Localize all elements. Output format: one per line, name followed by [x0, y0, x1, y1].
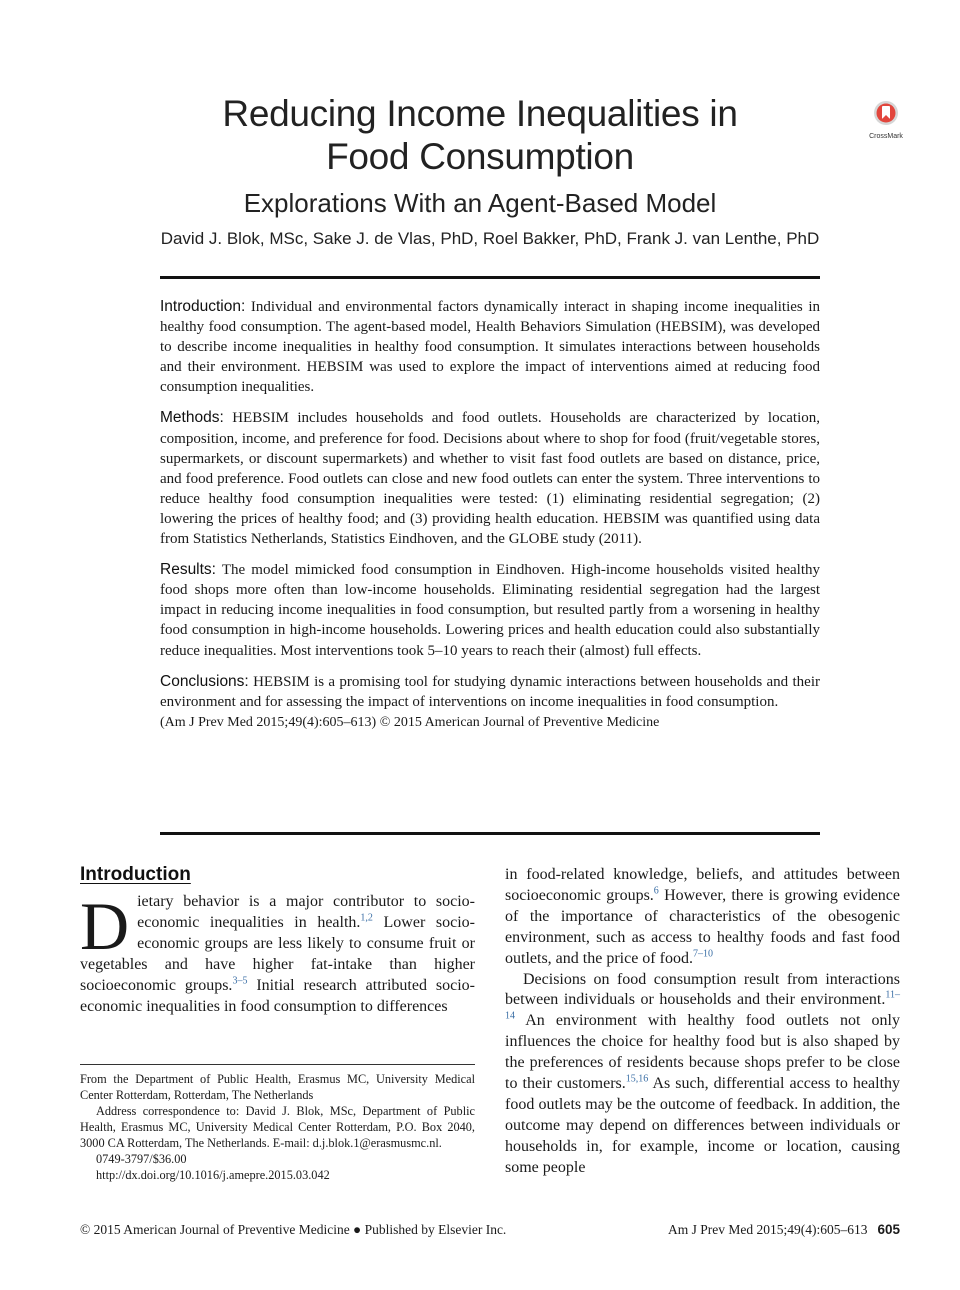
reference-link[interactable]: 3–5: [232, 975, 248, 987]
footnotes: [80, 1071, 475, 1183]
reference-link[interactable]: 15,16: [625, 1073, 649, 1085]
body-text-segment: As such, differential access to healthy food outlets may be the outcome of feedback. In addition, the outcome may depend on differences between individuals or households in, for example, income or location, causing some people: [505, 1075, 901, 1176]
abstract-heading: Methods:: [160, 409, 224, 427]
reference-link[interactable]: 7–10: [692, 948, 713, 960]
section-heading-introduction: Introduction: [80, 864, 191, 885]
abstract-top-rule: [160, 276, 820, 279]
body-text-segment: Initial research attributed socio-economic inequalities in food consumption to differences: [80, 976, 475, 1015]
page-number: 605: [877, 1222, 900, 1237]
footer-journal-citation: Am J Prev Med 2015;49(4):605–613: [667, 1222, 868, 1237]
footnote-affiliation: From the Department of Public Health, Erasmus MC, University Medical Center Rotterdam, Rotterdam, The Netherlands: [80, 1072, 475, 1102]
crossmark-icon: [866, 100, 906, 128]
abstract-conclusions: [160, 672, 820, 712]
footnote-doi-link[interactable]: http://dx.doi.org/10.1016/j.amepre.2015.03.042: [96, 1168, 330, 1182]
abstract-citation: (Am J Prev Med 2015;49(4):605–613) © 2015 American Journal of Preventive Medicine: [160, 714, 660, 730]
body-text-segment: in food-related knowledge, beliefs, and attitudes between socioeconomic groups.: [505, 866, 900, 904]
reference-link[interactable]: 6: [653, 885, 659, 897]
left-column: [80, 864, 475, 1017]
drop-cap: D: [80, 888, 130, 964]
abstract-text: HEBSIM is a promising tool for studying dynamic interactions between households and their environment and for assessing the impact of interventions on income inequalities in food consumption.: [160, 673, 820, 710]
abstract-heading: Results:: [160, 561, 216, 579]
article-subtitle: Explorations With an Agent-Based Model: [243, 188, 717, 218]
footnote-issn: 0749-3797/$36.00: [96, 1152, 187, 1166]
footer-journal-info: [668, 1222, 900, 1238]
abstract-text: Individual and environmental factors dynamically interact in shaping income inequalities in healthy food consumption. The agent-based model, Health Behaviors Simulation (HEBSIM), was developed to describe income inequalities in healthy food consumption. It simulates interactions between households and their environment. HEBSIM was used to explore the impact of interventions aimed at reducing food consumption inequalities.: [160, 299, 820, 396]
body-text-segment: Lower socio-economic groups are less likely to consume fruit or vegetables and have higher fat-intake than higher socioeconomic groups.: [80, 913, 475, 994]
title-line-2: Food Consumption: [326, 136, 634, 177]
abstract-introduction: [160, 297, 820, 397]
intro-paragraph-1: [80, 888, 475, 1017]
abstract-text: The model mimicked food consumption in Eindhoven. High-income households visited healthy food shops more often than low-income households. Eliminating residential segregation had the largest impact in reducing income inequalities in food consumption, but resulted partly from a worsening in healthy food consumption in high-income households. Lowering prices and health education could also substantially reduce inequalities. Most interventions took 5–10 years to reach their (almost) full effects.: [160, 562, 820, 659]
body-text-segment: An environment with healthy food outlets not only influences the choice for healthy food but is also shaped by the preferences of residents because shops prefer to be close to their customers.: [505, 1012, 900, 1093]
reference-link[interactable]: 1,2: [360, 912, 373, 924]
author-list: David J. Blok, MSc, Sake J. de Vlas, PhD, Roel Bakker, PhD, Frank J. van Lenthe, PhD: [160, 229, 820, 248]
intro-paragraph-2: [505, 970, 900, 1179]
abstract-heading: Introduction:: [160, 298, 246, 315]
abstract-methods: [160, 408, 820, 549]
abstract-bottom-rule: [160, 832, 820, 835]
crossmark-badge[interactable]: [866, 100, 906, 140]
abstract-heading: Conclusions:: [160, 672, 249, 690]
body-text-segment: Decisions on food consumption result from interactions between individuals or households and their environment.: [505, 970, 900, 1009]
footnote-rule: [80, 1064, 475, 1065]
intro-paragraph-1-continued: [505, 865, 900, 970]
crossmark-label: CrossMark: [869, 133, 903, 140]
abstract: [160, 297, 820, 733]
reference-link[interactable]: 11–14: [505, 990, 900, 1023]
abstract-results: [160, 560, 820, 660]
body-text-segment: However, there is growing evidence of the importance of characteristics of the obesogenic environment, such as access to healthy foods and fast food outlets, and the price of food.: [505, 886, 900, 967]
footer-copyright: © 2015 American Journal of Preventive Medicine ● Published by Elsevier Inc.: [80, 1222, 507, 1237]
right-column: [505, 865, 900, 1179]
article-title: [90, 92, 870, 178]
body-text-segment: ietary behavior is a major contributor to socio-economic inequalities in health.: [137, 893, 475, 931]
abstract-text: HEBSIM includes households and food outlets. Households are characterized by location, composition, income, and preference for food. Decisions about where to shop for food (fruit/vegetable stores, supermarkets, or discount supermarkets) and whether to visit fast food outlets are based on distance, price, and food preference. Food outlets can close and new food outlets can enter the system. Three interventions to reduce healthy food consumption inequalities were tested: (1) eliminating residential segregation; (2) lowering the prices of healthy food; and (3) providing health education. HEBSIM was quantified using data from Statistics Netherlands, Statistics Eindhoven, and the GLOBE study (2011).: [160, 410, 820, 548]
footnote-correspondence: Address correspondence to: David J. Blok, MSc, Department of Public Health, Erasmus MC, University Medical Center Rotterdam, P.O. Box 2040, 3000 CA Rotterdam, The Netherlands. E-mail: d.j.blok.1@erasmusmc.nl.: [80, 1104, 475, 1150]
title-line-1: Reducing Income Inequalities in: [222, 93, 738, 134]
title-block: [90, 92, 870, 218]
